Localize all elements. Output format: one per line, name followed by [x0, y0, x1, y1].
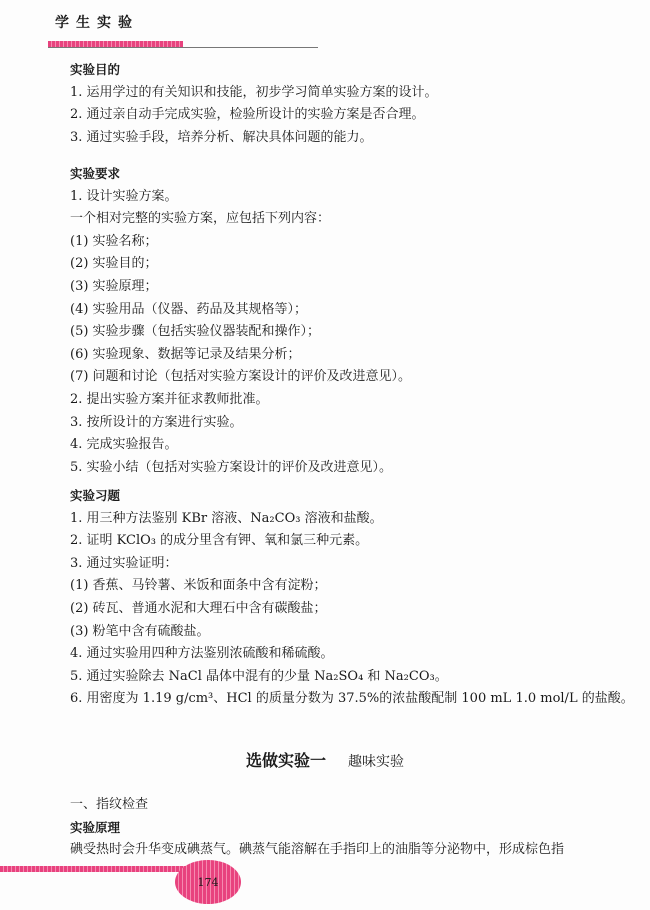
list-item: 1. 设计实验方案。 [70, 188, 178, 204]
page-number: 174 [197, 875, 219, 889]
part-heading: 一、指纹检查 [70, 797, 149, 812]
list-item: (2) 砖瓦、普通水泥和大理石中含有碳酸盐； [70, 600, 327, 616]
list-item: (3) 实验原理； [70, 278, 158, 294]
list-item: (2) 实验目的； [70, 256, 158, 272]
list-item: (5) 实验步骤（包括实验仪器装配和操作）； [70, 324, 321, 340]
header-rule [48, 47, 318, 48]
list-item: 1. 用三种方法鉴别 KBr 溶液、Na₂CO₃ 溶液和盐酸。 [70, 510, 383, 526]
principle-heading: 实验原理 [70, 819, 121, 835]
requirements-section [70, 163, 411, 479]
exercises-heading: 实验习题 [70, 488, 121, 503]
list-item: 2. 证明 KClO₃ 的成分里含有钾、氧和氯三种元素。 [70, 533, 369, 549]
principle-text: 碘受热时会升华变成碘蒸气。碘蒸气能溶解在手指印上的油脂等分泌物中，形成棕色指 [70, 842, 565, 858]
fingerprint-section [70, 794, 564, 862]
list-item: 1. 运用学过的有关知识和技能，初步学习简单实验方案的设计。 [70, 84, 438, 100]
list-item: (1) 实验名称； [70, 233, 158, 249]
list-item: 4. 完成实验报告。 [70, 437, 178, 453]
list-item: (3) 粉笔中含有硫酸盐。 [70, 623, 210, 639]
list-item: 5. 通过实验除去 NaCl 晶体中混有的少量 Na₂SO₄ 和 Na₂CO₃。 [70, 668, 448, 684]
list-item: 6. 用密度为 1.19 g/cm³、HCl 的质量分数为 37.5%的浓盐酸配制 100 mL 1.0 mol/L 的盐酸。 [70, 691, 634, 707]
list-item: 2. 提出实验方案并征求教师批准。 [70, 391, 269, 407]
purpose-section [70, 59, 438, 149]
requirements-heading: 实验要求 [70, 166, 121, 181]
list-item: (7) 问题和讨论（包括对实验方案设计的评价及改进意见）。 [70, 369, 412, 385]
title-sub: 趣味实验 [348, 754, 404, 770]
exercises-section [70, 485, 634, 711]
list-item: 3. 通过实验证明： [70, 555, 178, 571]
list-item: 4. 通过实验用四种方法鉴别浓硫酸和稀硫酸。 [70, 646, 334, 662]
list-item: (1) 香蕉、马铃薯、米饭和面条中含有淀粉； [70, 578, 327, 594]
list-item: 5. 实验小结（包括对实验方案设计的评价及改进意见）。 [70, 459, 393, 475]
purpose-heading: 实验目的 [70, 62, 121, 77]
list-item: (4) 实验用品（仪器、药品及其规格等）； [70, 301, 308, 317]
list-item: 3. 通过实验手段，培养分析、解决具体问题的能力。 [70, 129, 373, 145]
list-item: 一个相对完整的实验方案，应包括下列内容： [70, 211, 331, 227]
title-main: 选做实验一 [245, 751, 326, 770]
list-item: 2. 通过亲自动手完成实验，检验所设计的实验方案是否合理。 [70, 107, 425, 123]
footer-pink-bar [0, 866, 195, 872]
list-item: 3. 按所设计的方案进行实验。 [70, 414, 243, 430]
list-item: (6) 实验现象、数据等记录及结果分析； [70, 346, 301, 362]
optional-experiment-title [0, 748, 650, 771]
section-header: 学生实验 [55, 15, 139, 31]
page-number-badge [175, 860, 241, 904]
